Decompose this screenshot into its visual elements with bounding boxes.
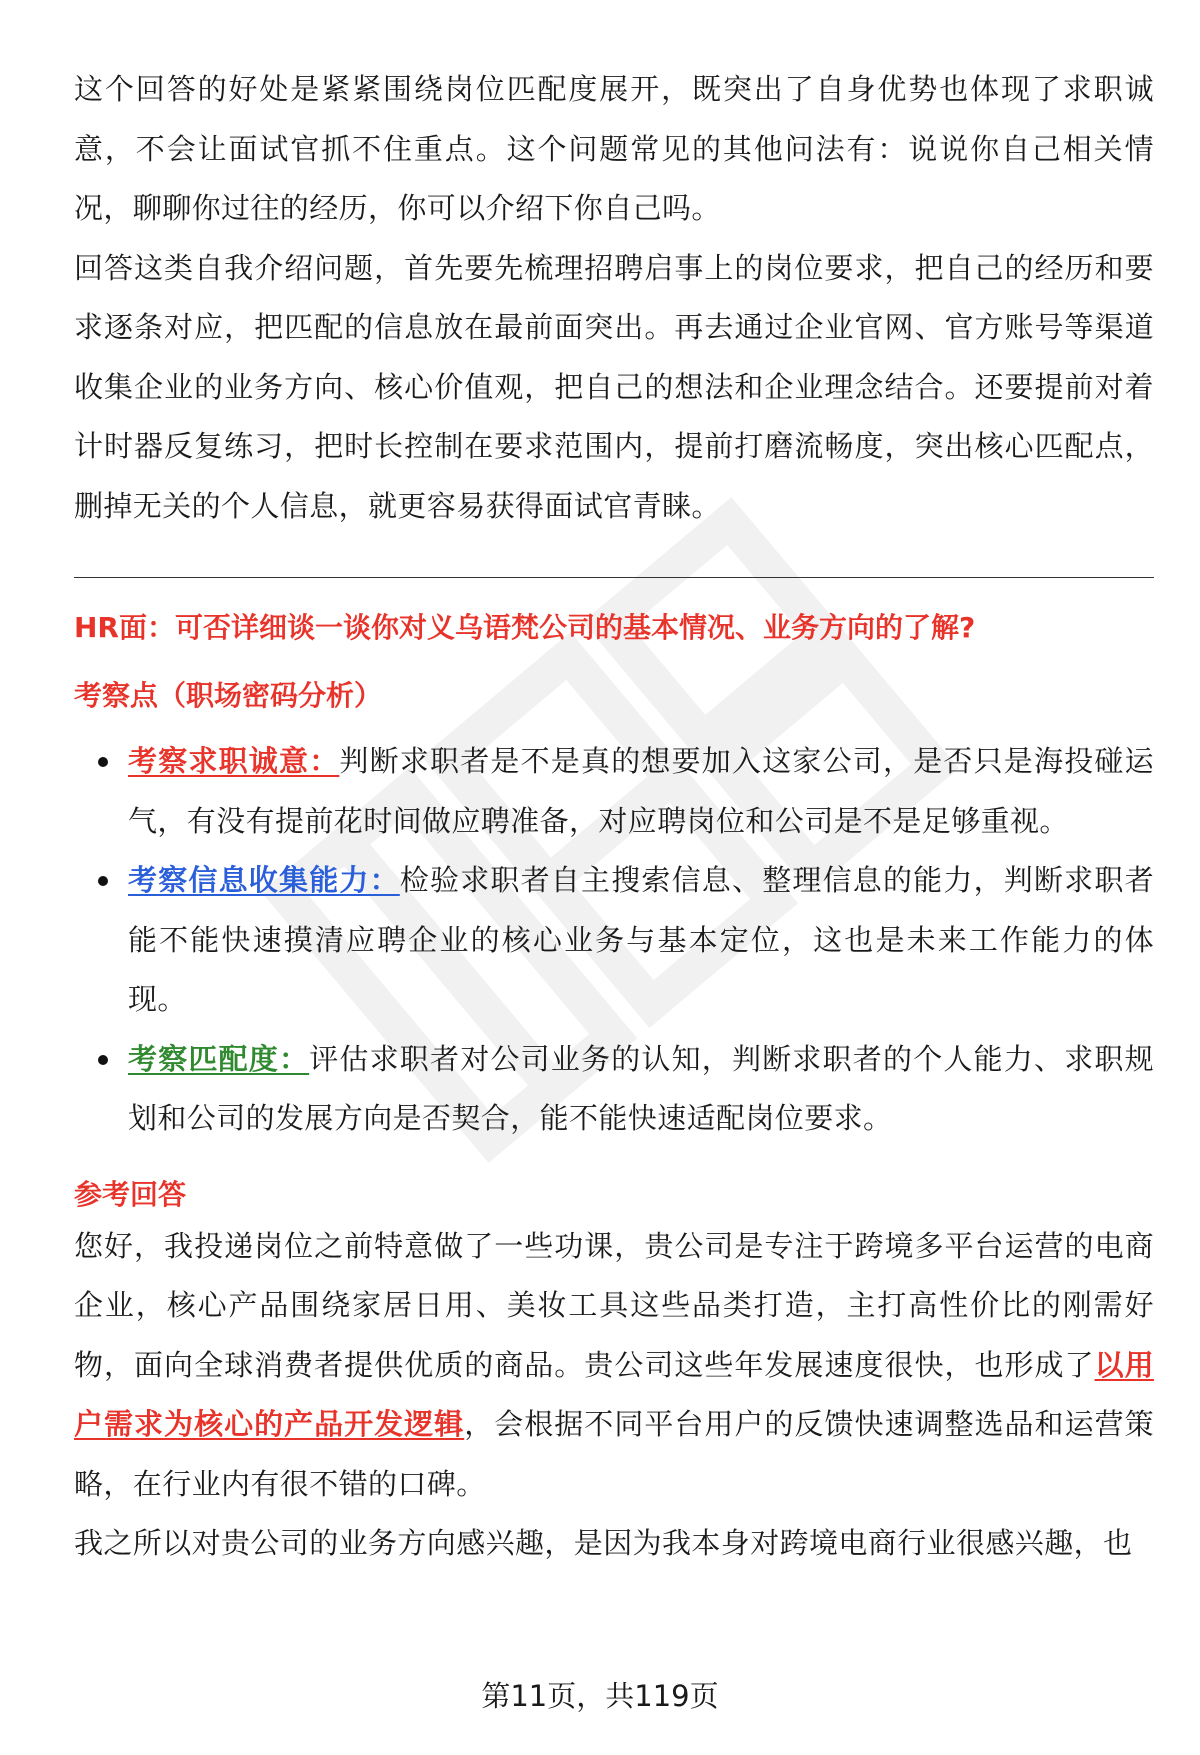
page-number: 第11页，共119页 (481, 1679, 719, 1713)
list-item (128, 732, 1154, 851)
analysis-heading: 考察点（职场密码分析） (74, 679, 383, 712)
point-label: 考察求职诚意： (128, 744, 340, 778)
point-text: 评估求职者对公司业务的认知，判断求职者的个人能力、求职规划和公司的发展方向是否契合，能不能快速适配岗位要求。 (128, 1041, 1154, 1135)
page-content (74, 60, 1154, 1574)
intro-paragraph-1: 这个回答的好处是紧紧围绕岗位匹配度展开，既突出了自身优势也体现了求职诚意，不会让面试官抓不住重点。这个问题常见的其他问法有：说说你自己相关情况，聊聊你过往的经历，你可以介绍下你自己吗。 (74, 72, 1154, 225)
point-text: 检验求职者自主搜索信息、整理信息的能力，判断求职者能不能快速摸清应聘企业的核心业务与基本定位，这也是未来工作能力的体现。 (128, 863, 1154, 1016)
answer-paragraph-1 (74, 1217, 1154, 1515)
list-item (128, 851, 1154, 1030)
list-item (128, 1030, 1154, 1149)
analysis-points-list (74, 732, 1154, 1149)
bullet-icon (98, 757, 108, 767)
question-heading: HR面：可否详细谈一谈你对义乌语梵公司的基本情况、业务方向的了解? (74, 611, 976, 644)
intro-paragraph-2: 回答这类自我介绍问题，首先要先梳理招聘启事上的岗位要求，把自己的经历和要求逐条对应，把匹配的信息放在最前面突出。再去通过企业官网、官方账号等渠道收集企业的业务方向、核心价值观，把自己的想法和企业理念结合。还要提前对着计时器反复练习，把时长控制在要求范围内，提前打磨流畅度，突出核心匹配点，删掉无关的个人信息，就更容易获得面试官青睐。 (74, 250, 1154, 523)
point-text: 判断求职者是不是真的想要加入这家公司，是否只是海投碰运气，有没有提前花时间做应聘准备，对应聘岗位和公司是不是足够重视。 (128, 744, 1154, 838)
answer-paragraph-2: 我之所以对贵公司的业务方向感兴趣，是因为我本身对跨境电商行业很感兴趣，也 (74, 1526, 1133, 1560)
answer-highlight: 以用户需求为核心的产品开发逻辑 (74, 1347, 1154, 1441)
answer-text-before: 您好，我投递岗位之前特意做了一些功课，贵公司是专注于跨境多平台运营的电商企业，核心产品围绕家居日用、美妆工具这些品类打造，主打高性价比的刚需好物，面向全球消费者提供优质的商品。贵公司这些年发展速度很快，也形成了 (74, 1228, 1154, 1382)
answer-text-after: ，会根据不同平台用户的反馈快速调整选品和运营策略，在行业内有很不错的口碑。 (74, 1407, 1155, 1501)
point-label: 考察匹配度： (128, 1041, 310, 1076)
answer-heading: 参考回答 (74, 1177, 187, 1211)
point-label: 考察信息收集能力： (128, 863, 400, 897)
bullet-icon (98, 876, 108, 886)
section-divider (74, 577, 1154, 578)
bullet-icon (98, 1055, 108, 1065)
